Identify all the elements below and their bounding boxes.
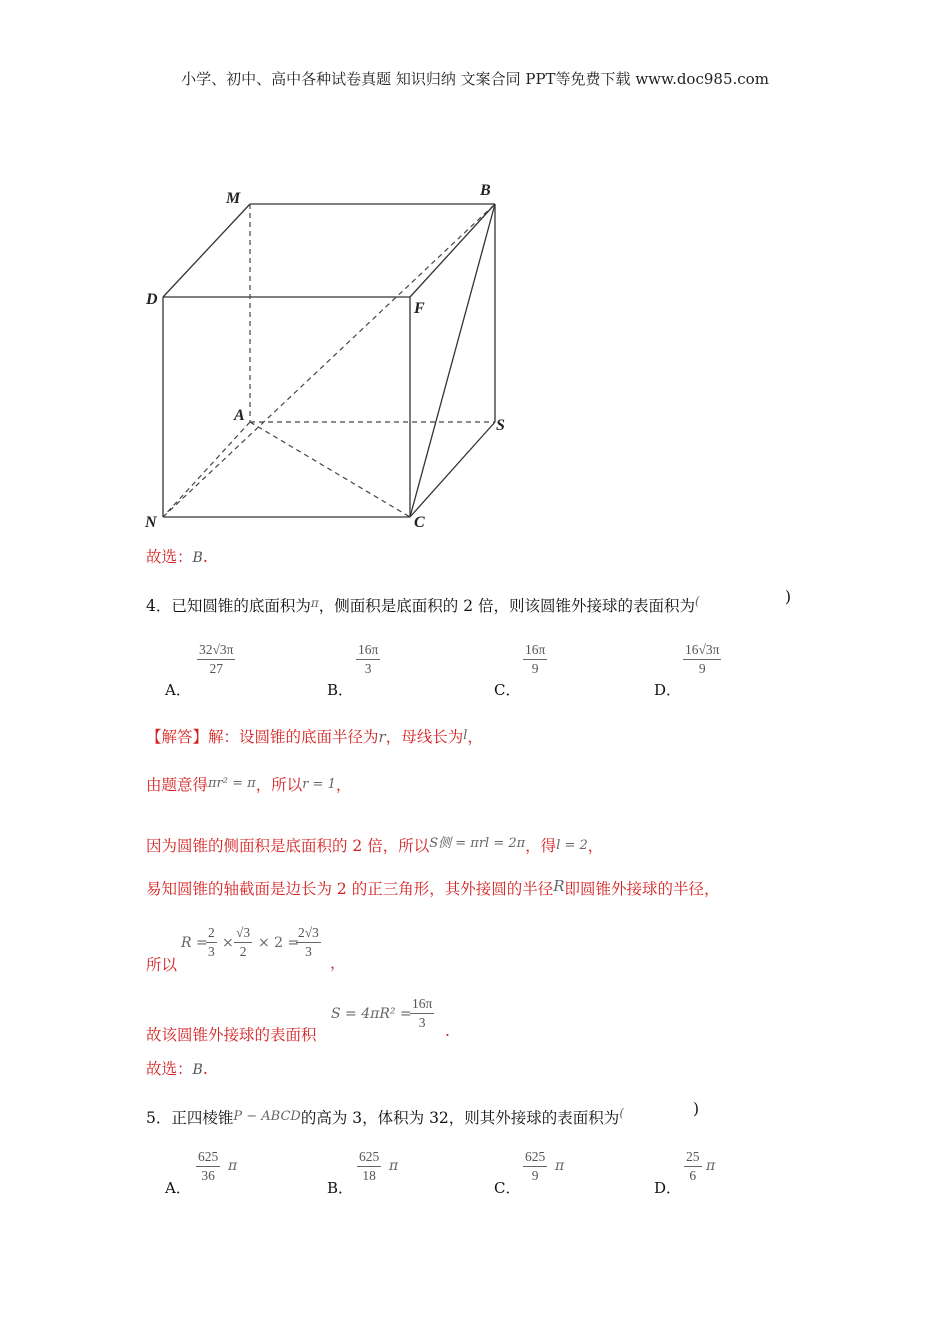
q5-option-a-letter: A．	[165, 1179, 191, 1197]
q5-option-c-letter: C．	[494, 1179, 521, 1197]
q4-option-b-frac: $\frac{16\pi}{3}$	[358, 642, 379, 676]
q4-option-a-letter: A．	[165, 681, 191, 699]
solution-line-7: 故选：B.	[146, 1060, 208, 1078]
label-D: D	[146, 291, 158, 308]
diag-NB	[163, 204, 495, 517]
solution-line-5-comma: ，	[330, 954, 346, 972]
page-header: 小学、初中、高中各种试卷真题 知识归纳 文案合同 PPT等免费下载 www.doc985.com	[181, 70, 769, 88]
label-C: C	[414, 514, 425, 531]
q4-stem: 4．已知圆锥的底面积为$^\pi$，侧面积是底面积的 2 倍，则该圆锥外接球的表面积为(	[146, 594, 700, 615]
q5-option-a-pi: π	[228, 1158, 238, 1174]
q4-option-d-frac: $\frac{16√3\pi}{9}$	[685, 642, 720, 676]
q5-option-d-pi: π	[706, 1158, 716, 1174]
q5-option-a-frac: $\frac{625}{36}$	[198, 1149, 219, 1183]
q5-option-c-frac: $\frac{625}{9}$	[525, 1149, 546, 1183]
q5-stem: 5．正四棱锥P − ABCD的高为 3，体积为 32，则其外接球的表面积为(	[146, 1106, 624, 1127]
solution-frac-2-3: $\frac{2}{3}$	[208, 925, 215, 959]
solution-frac-2sqrt3-3: $\frac{2√3}{3}$	[298, 925, 319, 959]
solution-line-6-formula: S = 4πR² =	[331, 1006, 412, 1022]
q5-option-c-pi: π	[555, 1158, 565, 1174]
q5-option-b-frac: $\frac{625}{18}$	[359, 1149, 380, 1183]
label-M: M	[226, 190, 241, 207]
q4-option-c-letter: C．	[494, 681, 521, 699]
label-B: B	[480, 182, 491, 199]
solution-line-5-R: R =	[181, 935, 208, 951]
solution-line-4: 易知圆锥的轴截面是边长为 2 的正三角形，其外接圆的半径R即圆锥外接球的半径，	[146, 877, 720, 898]
label-F: F	[414, 300, 425, 317]
solution-line-6-period: .	[445, 1022, 450, 1040]
solution-line-1: 【解答】解：设圆锥的底面半径为r，母线长为l，	[146, 728, 483, 746]
q3-answer: 故选：B.	[146, 548, 208, 566]
solution-line-2: 由题意得πr² = π，所以r = 1，	[146, 776, 352, 794]
solution-frac-16pi-3: $\frac{16\pi}{3}$	[412, 996, 433, 1030]
q4-option-c-frac: $\frac{16\pi}{9}$	[525, 642, 546, 676]
q4-option-b-letter: B．	[327, 681, 354, 699]
solution-times-2: × 2 =	[258, 935, 300, 951]
edge-DM	[163, 204, 250, 297]
solution-line-6-label: 故该圆锥外接球的表面积	[146, 1026, 317, 1044]
solution-times: ×	[222, 935, 234, 951]
solution-frac-sqrt3-2: $\frac{√3}{2}$	[236, 925, 251, 959]
q5-option-b-letter: B．	[327, 1179, 354, 1197]
solution-line-5-label: 所以	[146, 956, 178, 974]
edge-AC	[250, 422, 410, 517]
cube-figure	[130, 175, 530, 535]
label-S: S	[496, 417, 505, 434]
q5-option-b-pi: π	[389, 1158, 399, 1174]
q4-paren-close: )	[785, 588, 792, 606]
q4-option-a-frac: $\frac{32√3\pi}{27}$	[199, 642, 234, 676]
q5-option-d-frac: $\frac{25}{6}$	[686, 1149, 700, 1183]
q5-paren-close: )	[693, 1100, 700, 1118]
label-A: A	[234, 407, 245, 424]
label-N: N	[145, 514, 157, 531]
q4-option-d-letter: D．	[654, 681, 682, 699]
solution-line-3: 因为圆锥的侧面积是底面积的 2 倍，所以$^{S侧 = \pi rl = 2\pi}$，得l = 2，	[146, 836, 604, 855]
edge-AN	[163, 422, 250, 517]
q5-option-d-letter: D．	[654, 1179, 682, 1197]
